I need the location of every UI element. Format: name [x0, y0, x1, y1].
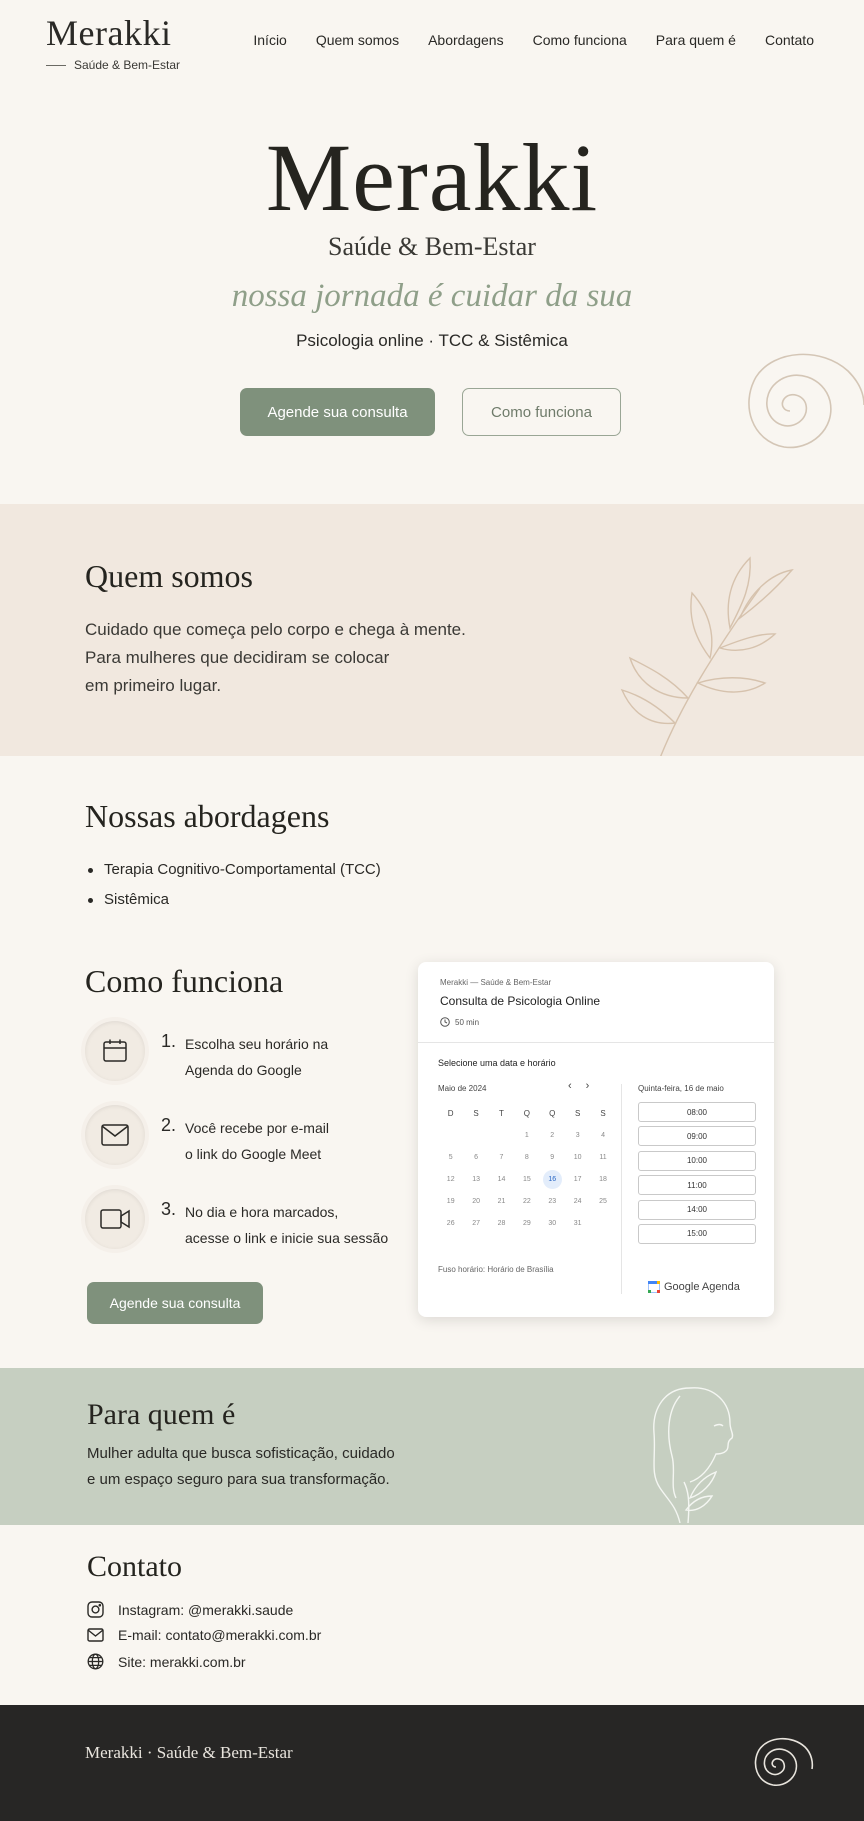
contact-text: Site: merakki.com.br	[118, 1653, 246, 1670]
google-agenda-brand	[648, 1281, 740, 1293]
calendar-day[interactable]: 19	[446, 1197, 455, 1205]
clock-icon	[440, 1017, 450, 1027]
chevron-left-icon[interactable]: ‹	[568, 1080, 572, 1092]
time-slot-button[interactable]: 15:00	[638, 1224, 756, 1244]
weekday-label: T	[499, 1108, 504, 1118]
calendar-day[interactable]: 8	[524, 1153, 529, 1161]
footer-text: Merakki · Saúde & Bem-Estar	[85, 1743, 293, 1762]
calendar-day[interactable]: 3	[575, 1131, 580, 1139]
step-number: 3.	[161, 1199, 177, 1219]
calendar-nav	[568, 1080, 589, 1092]
calendar-day[interactable]: 24	[573, 1197, 582, 1205]
main-nav	[253, 32, 814, 48]
calendar-day[interactable]: 9	[550, 1153, 555, 1161]
leaf-branch-icon	[580, 548, 800, 756]
weekday-label: S	[574, 1108, 581, 1118]
booking-org: Merakki — Saúde & Bem-Estar	[440, 978, 552, 987]
quem-somos-text	[85, 616, 466, 700]
site-header	[0, 0, 864, 90]
google-calendar-icon	[648, 1281, 660, 1293]
step-1	[85, 1021, 405, 1083]
step-number: 1.	[161, 1031, 177, 1051]
calendar-day[interactable]: 30	[548, 1219, 557, 1227]
calendar-day[interactable]: 26	[446, 1219, 455, 1227]
time-slots	[638, 1102, 756, 1248]
weekday-label: D	[447, 1108, 454, 1118]
hero-how-button[interactable]: Como funciona	[462, 388, 621, 436]
nav-quem-somos[interactable]: Quem somos	[315, 32, 400, 48]
nav-como-funciona[interactable]: Como funciona	[532, 32, 627, 48]
video-icon	[85, 1189, 145, 1249]
calendar-day[interactable]: 7	[499, 1153, 504, 1161]
booking-duration	[440, 1017, 479, 1027]
hero-approach: Psicologia online · TCC & Sistêmica	[296, 331, 568, 350]
quem-somos-line: Para mulheres que decidiram se colocar	[85, 648, 390, 667]
hero-title: Merakki	[265, 124, 599, 231]
contato-title: Contato	[87, 1550, 182, 1583]
woman-profile-icon	[630, 1378, 740, 1523]
booking-card	[418, 962, 774, 1317]
calendar-empty-cell	[489, 1124, 514, 1146]
time-slot-button[interactable]: 10:00	[638, 1151, 756, 1171]
step-text: Você recebe por e-mail o link do Google Meet	[185, 1120, 329, 1162]
como-book-button[interactable]: Agende sua consulta	[87, 1282, 263, 1324]
contact-text: E-mail: contato@merakki.com.br	[118, 1627, 322, 1643]
calendar-day[interactable]: 23	[548, 1197, 557, 1205]
step-text: No dia e hora marcados, acesse o link e inicie sua sessão	[185, 1204, 389, 1246]
para-quem-line: Mulher adulta que busca sofisticação, cuidado	[87, 1445, 395, 1462]
quem-somos-line: em primeiro lugar.	[85, 676, 222, 695]
contact-site[interactable]	[87, 1653, 246, 1670]
logo-subtitle: Saúde & Bem-Estar	[46, 58, 180, 72]
instagram-icon	[87, 1601, 104, 1618]
calendar-day[interactable]: 13	[472, 1175, 480, 1183]
para-quem-text	[87, 1441, 395, 1493]
calendar-day[interactable]: 2	[550, 1131, 555, 1139]
chevron-right-icon[interactable]: ›	[585, 1080, 590, 1092]
divider	[418, 1042, 774, 1043]
calendar-day[interactable]: 14	[497, 1175, 506, 1183]
hero-subtitle: Saúde & Bem-Estar	[328, 232, 536, 261]
mail-icon	[85, 1105, 145, 1165]
weekday-label: S	[600, 1108, 606, 1118]
calendar-day[interactable]: 12	[446, 1175, 455, 1183]
google-agenda-label: Google Agenda	[664, 1281, 740, 1293]
spiral-logo-icon	[740, 1729, 814, 1803]
hero-tagline: nossa jornada é cuidar da sua	[231, 278, 633, 314]
divider	[621, 1084, 622, 1294]
calendar-day[interactable]: 4	[601, 1131, 605, 1139]
abordagens-list	[104, 855, 381, 915]
selected-day-label: Quinta-feira, 16 de maio	[638, 1084, 724, 1093]
calendar-empty-cell	[590, 1212, 615, 1234]
time-slot-button[interactable]: 08:00	[638, 1102, 756, 1122]
calendar-day[interactable]: 11	[599, 1153, 607, 1161]
calendar-day[interactable]: 10	[573, 1153, 582, 1161]
quem-somos-section	[0, 504, 864, 756]
calendar-day[interactable]: 18	[599, 1175, 607, 1183]
duration-text: 50 min	[455, 1017, 480, 1027]
step-3	[85, 1189, 405, 1251]
nav-abordagens[interactable]: Abordagens	[428, 32, 504, 48]
step-2	[85, 1105, 405, 1167]
nav-para-quem[interactable]: Para quem é	[655, 32, 736, 48]
calendar-day[interactable]: 29	[522, 1219, 531, 1227]
calendar-day[interactable]: 20	[472, 1197, 480, 1205]
contact-email[interactable]	[87, 1627, 321, 1643]
calendar-month: Maio de 2024	[438, 1084, 487, 1093]
para-quem-line: e um espaço seguro para sua transformação.	[87, 1471, 390, 1488]
como-funciona-title: Como funciona	[85, 963, 284, 999]
spiral-decoration-icon	[730, 345, 864, 475]
list-item: Terapia Cognitivo-Comportamental (TCC)	[104, 855, 381, 885]
logo-title[interactable]: Merakki	[46, 13, 172, 53]
quem-somos-title: Quem somos	[85, 558, 253, 594]
para-quem-title: Para quem é	[87, 1398, 236, 1431]
calendar-day[interactable]: 5	[448, 1153, 453, 1161]
time-slot-button[interactable]: 11:00	[638, 1175, 756, 1195]
booking-title: Consulta de Psicologia Online	[440, 994, 601, 1008]
calendar-empty-cell	[463, 1124, 488, 1146]
timezone-label: Fuso horário: Horário de Brasília	[438, 1265, 554, 1274]
calendar-day[interactable]: 6	[474, 1153, 479, 1161]
email-icon	[87, 1628, 104, 1642]
calendar-day[interactable]: 16	[543, 1170, 562, 1189]
calendar-day[interactable]: 22	[522, 1197, 531, 1205]
calendar-day[interactable]: 17	[573, 1175, 582, 1183]
calendar-day[interactable]: 31	[573, 1219, 582, 1227]
calendar-day[interactable]: 27	[472, 1219, 480, 1227]
para-quem-section	[0, 1368, 864, 1525]
globe-icon	[87, 1653, 104, 1670]
calendar-grid	[438, 1102, 614, 1234]
time-slot-button[interactable]: 14:00	[638, 1200, 756, 1220]
weekday-label: Q	[523, 1108, 530, 1118]
calendar-empty-cell	[438, 1124, 463, 1146]
list-item: Sistêmica	[104, 885, 381, 915]
calendar-day[interactable]: 25	[599, 1197, 607, 1205]
weekday-label: S	[473, 1108, 479, 1118]
calendar-day[interactable]: 15	[522, 1175, 531, 1183]
site-footer	[0, 1705, 864, 1821]
calendar-day[interactable]: 28	[497, 1219, 506, 1227]
step-text: Escolha seu horário na Agenda do Google	[185, 1036, 329, 1078]
calendar-day[interactable]: 1	[524, 1131, 529, 1139]
calendar-icon	[85, 1021, 145, 1081]
step-number: 2.	[161, 1115, 177, 1135]
calendar-day[interactable]: 21	[497, 1197, 506, 1205]
quem-somos-line: Cuidado que começa pelo corpo e chega à mente.	[85, 620, 466, 639]
time-slot-button[interactable]: 09:00	[638, 1126, 756, 1146]
abordagens-title: Nossas abordagens	[85, 798, 330, 834]
nav-inicio[interactable]: Início	[253, 32, 287, 48]
select-label: Selecione uma data e horário	[438, 1058, 556, 1068]
contact-text: Instagram: @merakki.saude	[118, 1601, 294, 1618]
nav-contato[interactable]: Contato	[764, 32, 814, 48]
hero-book-button[interactable]: Agende sua consulta	[240, 388, 435, 436]
weekday-label: Q	[549, 1108, 556, 1118]
contact-instagram[interactable]	[87, 1601, 293, 1618]
